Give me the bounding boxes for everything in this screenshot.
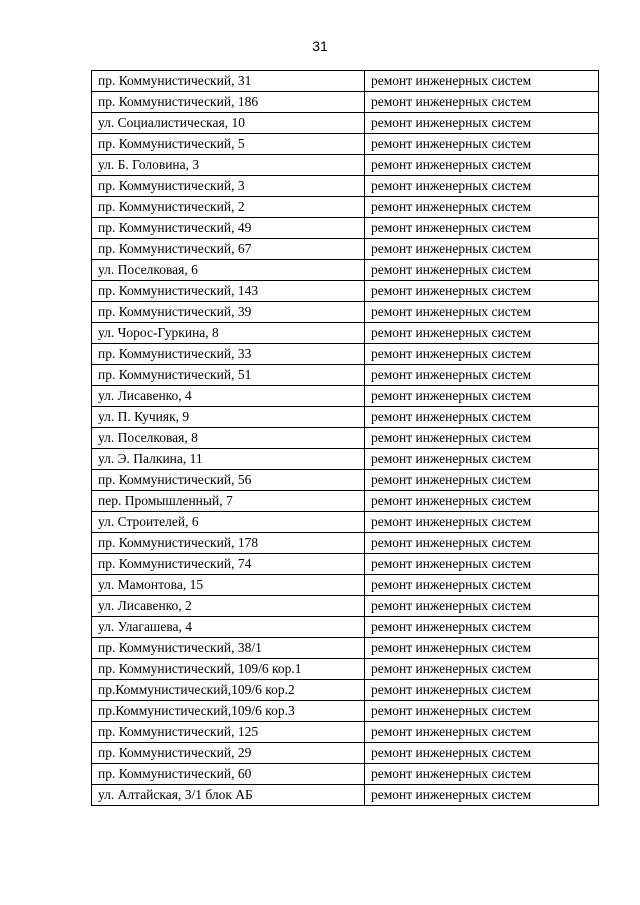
address-cell: ул. Поселковая, 8: [92, 428, 365, 449]
work-type-cell: ремонт инженерных систем: [365, 470, 599, 491]
address-cell: ул. Чорос-Гуркина, 8: [92, 323, 365, 344]
work-type-cell: ремонт инженерных систем: [365, 722, 599, 743]
address-cell: пр. Коммунистический, 125: [92, 722, 365, 743]
table-row: [92, 659, 599, 680]
address-cell: пр. Коммунистический, 38/1: [92, 638, 365, 659]
table-row: [92, 281, 599, 302]
address-cell: пр. Коммунистический, 5: [92, 134, 365, 155]
work-type-cell: ремонт инженерных систем: [365, 323, 599, 344]
address-cell: пр. Коммунистический, 51: [92, 365, 365, 386]
address-cell: пр. Коммунистический, 186: [92, 92, 365, 113]
work-type-cell: ремонт инженерных систем: [365, 554, 599, 575]
address-cell: пр. Коммунистический, 67: [92, 239, 365, 260]
address-cell: пр. Коммунистический, 178: [92, 533, 365, 554]
table-row: [92, 386, 599, 407]
address-cell: ул. Э. Палкина, 11: [92, 449, 365, 470]
work-type-cell: ремонт инженерных систем: [365, 659, 599, 680]
work-type-cell: ремонт инженерных систем: [365, 281, 599, 302]
work-type-cell: ремонт инженерных систем: [365, 176, 599, 197]
work-type-cell: ремонт инженерных систем: [365, 365, 599, 386]
work-type-cell: ремонт инженерных систем: [365, 680, 599, 701]
address-cell: пр.Коммунистический,109/6 кор.3: [92, 701, 365, 722]
address-cell: пр. Коммунистический, 49: [92, 218, 365, 239]
page-number: 31: [312, 38, 328, 54]
table-row: [92, 302, 599, 323]
table-row: [92, 638, 599, 659]
address-cell: ул. Алтайская, 3/1 блок АБ: [92, 785, 365, 806]
works-table: [91, 70, 599, 806]
address-cell: ул. Строителей, 6: [92, 512, 365, 533]
address-cell: пр. Коммунистический, 29: [92, 743, 365, 764]
table-row: [92, 785, 599, 806]
table-row: [92, 575, 599, 596]
table-row: [92, 743, 599, 764]
table-row: [92, 449, 599, 470]
work-type-cell: ремонт инженерных систем: [365, 134, 599, 155]
address-cell: ул. Лисавенко, 4: [92, 386, 365, 407]
address-cell: ул. Мамонтова, 15: [92, 575, 365, 596]
address-cell: пр. Коммунистический, 56: [92, 470, 365, 491]
table-row: [92, 470, 599, 491]
work-type-cell: ремонт инженерных систем: [365, 575, 599, 596]
table-row: [92, 197, 599, 218]
work-type-cell: ремонт инженерных систем: [365, 764, 599, 785]
table-row: [92, 155, 599, 176]
table-row: [92, 344, 599, 365]
work-type-cell: ремонт инженерных систем: [365, 449, 599, 470]
table-row: [92, 680, 599, 701]
address-cell: пр. Коммунистический, 3: [92, 176, 365, 197]
work-type-cell: ремонт инженерных систем: [365, 407, 599, 428]
table-row: [92, 218, 599, 239]
work-type-cell: ремонт инженерных систем: [365, 533, 599, 554]
table-row: [92, 764, 599, 785]
work-type-cell: ремонт инженерных систем: [365, 491, 599, 512]
work-type-cell: ремонт инженерных систем: [365, 386, 599, 407]
table-row: [92, 428, 599, 449]
work-type-cell: ремонт инженерных систем: [365, 218, 599, 239]
address-cell: пр.Коммунистический,109/6 кор.2: [92, 680, 365, 701]
table-row: [92, 554, 599, 575]
address-cell: ул. Б. Головина, 3: [92, 155, 365, 176]
address-cell: пр. Коммунистический, 33: [92, 344, 365, 365]
work-type-cell: ремонт инженерных систем: [365, 155, 599, 176]
table-row: [92, 113, 599, 134]
address-cell: пр. Коммунистический, 109/6 кор.1: [92, 659, 365, 680]
work-type-cell: ремонт инженерных систем: [365, 428, 599, 449]
works-table-body: [92, 71, 599, 806]
work-type-cell: ремонт инженерных систем: [365, 113, 599, 134]
work-type-cell: ремонт инженерных систем: [365, 617, 599, 638]
address-cell: ул. Улагашева, 4: [92, 617, 365, 638]
table-row: [92, 365, 599, 386]
address-cell: пр. Коммунистический, 74: [92, 554, 365, 575]
table-row: [92, 701, 599, 722]
table-row: [92, 491, 599, 512]
table-row: [92, 512, 599, 533]
work-type-cell: ремонт инженерных систем: [365, 71, 599, 92]
work-type-cell: ремонт инженерных систем: [365, 701, 599, 722]
work-type-cell: ремонт инженерных систем: [365, 260, 599, 281]
table-row: [92, 722, 599, 743]
address-cell: пр. Коммунистический, 39: [92, 302, 365, 323]
work-type-cell: ремонт инженерных систем: [365, 743, 599, 764]
table-row: [92, 134, 599, 155]
work-type-cell: ремонт инженерных систем: [365, 638, 599, 659]
address-cell: пр. Коммунистический, 31: [92, 71, 365, 92]
work-type-cell: ремонт инженерных систем: [365, 92, 599, 113]
work-type-cell: ремонт инженерных систем: [365, 344, 599, 365]
address-cell: ул. П. Кучияк, 9: [92, 407, 365, 428]
table-row: [92, 323, 599, 344]
table-row: [92, 239, 599, 260]
address-cell: пер. Промышленный, 7: [92, 491, 365, 512]
table-row: [92, 260, 599, 281]
address-cell: ул. Поселковая, 6: [92, 260, 365, 281]
work-type-cell: ремонт инженерных систем: [365, 596, 599, 617]
address-cell: пр. Коммунистический, 60: [92, 764, 365, 785]
table-row: [92, 617, 599, 638]
table-row: [92, 176, 599, 197]
address-cell: ул. Социалистическая, 10: [92, 113, 365, 134]
table-row: [92, 533, 599, 554]
work-type-cell: ремонт инженерных систем: [365, 785, 599, 806]
table-row: [92, 92, 599, 113]
table-row: [92, 71, 599, 92]
table-row: [92, 596, 599, 617]
address-cell: пр. Коммунистический, 143: [92, 281, 365, 302]
table-row: [92, 407, 599, 428]
work-type-cell: ремонт инженерных систем: [365, 512, 599, 533]
work-type-cell: ремонт инженерных систем: [365, 239, 599, 260]
work-type-cell: ремонт инженерных систем: [365, 302, 599, 323]
address-cell: ул. Лисавенко, 2: [92, 596, 365, 617]
work-type-cell: ремонт инженерных систем: [365, 197, 599, 218]
address-cell: пр. Коммунистический, 2: [92, 197, 365, 218]
